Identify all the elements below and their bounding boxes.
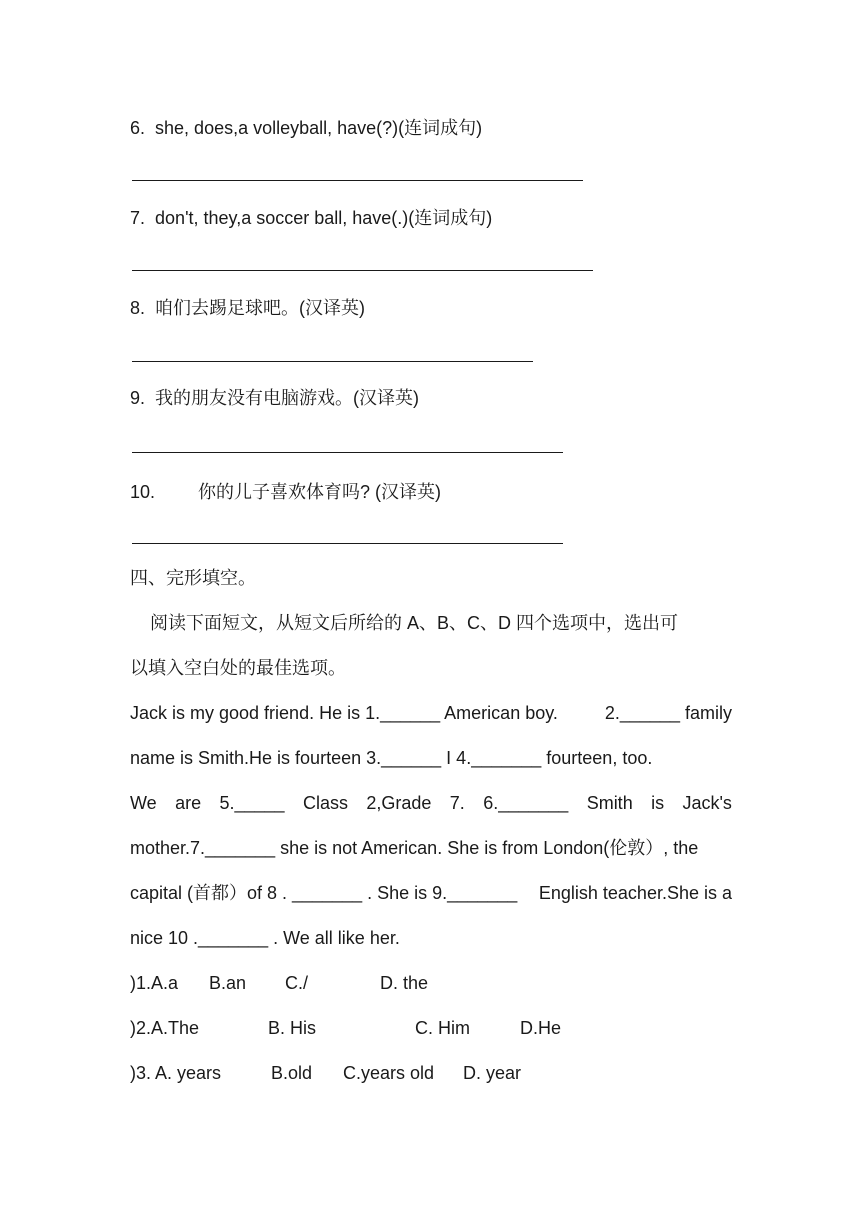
option-d[interactable]: D. year xyxy=(463,1063,522,1083)
passage-word: are xyxy=(175,793,202,813)
passage-line-2: name is Smith.He is fourteen 3.______ I 4._______ fourteen, too. xyxy=(130,748,653,768)
option-row-3 xyxy=(130,1061,221,1085)
passage-line-6: nice 10 ._______ . We all like her. xyxy=(130,928,400,948)
question-text: she, does,a volleyball, have(?)(连词成句) xyxy=(155,118,483,138)
passage-line-1 xyxy=(130,701,732,725)
answer-line-8[interactable] xyxy=(132,361,533,362)
question-text: don't, they,a soccer ball, have(.)(连词成句) xyxy=(155,208,493,228)
question-10 xyxy=(130,480,441,504)
question-text: 我的朋友没有电脑游戏。(汉译英) xyxy=(155,388,420,408)
passage-word: Jack's xyxy=(682,793,732,813)
option-number: )2. xyxy=(130,1018,152,1038)
question-number: 10. xyxy=(130,482,156,502)
passage-line-4 xyxy=(130,836,732,860)
answer-line-9[interactable] xyxy=(132,452,563,453)
question-8 xyxy=(130,296,365,320)
instruction-line-2: 以填入空白处的最佳选项。 xyxy=(130,658,346,678)
option-row-1 xyxy=(130,971,178,995)
question-number: 7. xyxy=(130,208,146,228)
option-c[interactable]: C.years old xyxy=(343,1063,435,1083)
passage-text: Jack is my good friend. He is 1.______ American boy. xyxy=(130,703,558,723)
passage-word: 5._____ xyxy=(219,793,285,813)
option-c[interactable]: C. Him xyxy=(415,1018,470,1038)
question-6 xyxy=(130,116,482,140)
option-b[interactable]: B.old xyxy=(271,1063,313,1083)
section-heading: 四、完形填空。 xyxy=(130,568,256,588)
passage-word: 2,Grade xyxy=(366,793,432,813)
instruction-line-1: 阅读下面短文，从短文后所给的 A、B、C、D 四个选项中，选出可 xyxy=(150,613,679,633)
option-a[interactable]: A.The xyxy=(151,1018,200,1038)
passage-word: Smith xyxy=(586,793,633,813)
option-d[interactable]: D. the xyxy=(380,973,429,993)
option-c[interactable]: C./ xyxy=(285,973,309,993)
passage-line-3 xyxy=(130,791,732,815)
passage-word: Class xyxy=(302,793,348,813)
option-row-2 xyxy=(130,1016,199,1040)
question-number: 9. xyxy=(130,388,146,408)
option-number: )3. xyxy=(130,1063,152,1083)
passage-text: capital (首都）of 8 . _______ . She is 9._______ xyxy=(130,883,518,903)
passage-text: 2.______ family xyxy=(604,703,732,723)
passage-text: mother.7._______ she is not American. She is from London(伦敦）, the xyxy=(130,838,699,858)
option-b[interactable]: B.an xyxy=(209,973,247,993)
option-d[interactable]: D.He xyxy=(520,1018,562,1038)
answer-line-6[interactable] xyxy=(132,180,583,181)
passage-word: 6._______ xyxy=(483,793,569,813)
passage-text: English teacher.She is a xyxy=(538,883,732,903)
question-9 xyxy=(130,386,419,410)
question-7 xyxy=(130,206,492,230)
passage-line-5 xyxy=(130,881,732,905)
question-text: 你的儿子喜欢体育吗? (汉译英) xyxy=(198,482,442,502)
answer-line-7[interactable] xyxy=(132,270,593,271)
question-number: 8. xyxy=(130,298,146,318)
question-number: 6. xyxy=(130,118,146,138)
answer-line-10[interactable] xyxy=(132,543,563,544)
option-b[interactable]: B. His xyxy=(268,1018,317,1038)
passage-word: is xyxy=(651,793,665,813)
question-text: 咱们去踢足球吧。(汉译英) xyxy=(155,298,366,318)
passage-word: 7. xyxy=(449,793,465,813)
option-a[interactable]: A. years xyxy=(155,1063,222,1083)
passage-word: We xyxy=(130,793,157,813)
option-number: )1. xyxy=(130,973,152,993)
option-a[interactable]: A.a xyxy=(151,973,179,993)
